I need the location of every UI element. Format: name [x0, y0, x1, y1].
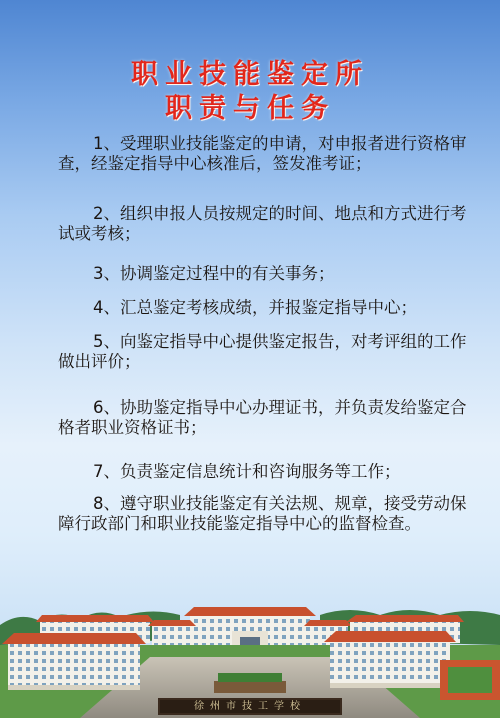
duty-item-4: 4、汇总鉴定考核成绩，并报鉴定指导中心；: [93, 298, 417, 317]
poster-title-line1: 职业技能鉴定所: [131, 59, 369, 90]
school-sign-text: 徐州市技工学校: [194, 701, 306, 712]
duty-item-5: 5、向鉴定指导中心提供鉴定报告，对考评组的工作做出评价；: [58, 332, 467, 371]
duty-item-6: 6、协助鉴定指导中心办理证书，并负责发给鉴定合格者职业资格证书；: [58, 398, 467, 437]
building-right-front: [330, 641, 450, 687]
poster-title-line2: 职责与任务: [165, 93, 335, 124]
school-campus-illustration: [0, 585, 500, 718]
duty-item-2: 2、组织申报人员按规定的时间、地点和方式进行考试或考核；: [58, 204, 467, 243]
duty-item-8: 8、遵守职业技能鉴定有关法规、规章，接受劳动保障行政部门和职业技能鉴定指导中心的监督检查。: [58, 494, 467, 533]
duty-item-3: 3、协调鉴定过程中的有关事务；: [93, 264, 335, 283]
duty-item-7: 7、负责鉴定信息统计和咨询服务等工作；: [93, 462, 401, 481]
building-left-front: [8, 643, 140, 689]
duty-item-1: 1、受理职业技能鉴定的申请，对申报者进行资格审查，经鉴定指导中心核准后，签发准考证；: [58, 134, 467, 173]
